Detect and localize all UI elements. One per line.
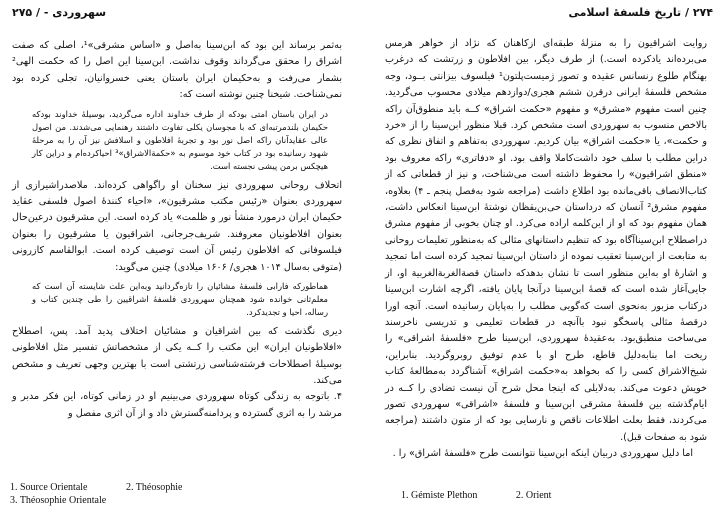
right-page-number: ۲۷۴ xyxy=(692,6,713,19)
footnote: 2. Théosophie xyxy=(125,482,183,493)
paragraph: ۴. باتوجه به زندگی کوتاه سهروردی می‌بینیم او در زمانی کوتاه، این فکر مدبر و مرشد را به اثری گسترده و پردامنه‌گسترش داد و از آن اثری مفصل و xyxy=(12,391,342,419)
footnote: 1. Gémiste Plethon xyxy=(401,490,478,501)
footnote-line xyxy=(401,490,587,502)
left-page-body xyxy=(12,38,342,422)
paragraph: اتحلاف روحانی سهروردی نیز سخنان او راگواهی کرده‌اند. ملاصدراشیرازی از سهروردی بعنوان «رئیس مکتب مشرقیون»، «احیاء کنندهٔ اصول فلسفی عقاید حکیمان ایران درمورد منشأ نور و ظلمت» یاد کرده است. این مشرقیون درعین‌حال بعنوان افلاطونیان معروفند. شریف‌جرجانی، اشراقیون یا مشرقیون را بعنوان فیلسوفانی که افلاطون رئیس آن است توصیف کرده است. ابوالقاسم کازرونی (متوفی به‌سال ۱۰۱۴ هجری/ ۱۶۰۶ میلادی) چنین می‌گوید: xyxy=(12,179,342,273)
footnote: 2. Orient xyxy=(515,490,552,501)
paragraph: دیری نگذشت که بین اشراقیان و مشائیان اختلاف پدید آمد. پس، اصطلاح «افلاطونیان ایران» این مکتب را کــه یکی از مشخصاتش تفسیر مثل افلاطونی بوسیلهٔ اصطلاحات فرشته‌شناسی زرتشتی است با بهترین وجهی تعریف و مشخص می‌کند. xyxy=(12,325,342,386)
paragraph: به‌ثمر برساند این بود که ابن‌سینا به‌اصل و «اساس مشرقی»¹، اصلی که صفت اشراق را محقق می‌گرداند وقوف نداشت. ابن‌سینا این اصل را که حکمت الهی² بشمار می‌رفت و به‌حکیمان ایران باستان یعنی خسروانیان، تجلی کرده بود نمی‌شناخت. شیخنا چنین نوشته است که: xyxy=(12,40,342,101)
footnote-line xyxy=(10,495,142,507)
footnote: 1. Source Orientale xyxy=(10,482,88,493)
right-page-body xyxy=(385,36,707,463)
right-page xyxy=(363,0,727,515)
left-page xyxy=(0,0,363,515)
left-running-title: سهروردی - xyxy=(43,6,107,19)
right-running-title: تاریخ فلسفهٔ اسلامی xyxy=(568,6,682,19)
right-page-header xyxy=(568,6,713,19)
header-separator: / xyxy=(684,6,689,19)
footnote-line xyxy=(10,482,218,494)
left-page-header xyxy=(12,6,106,19)
header-separator: / xyxy=(36,6,41,19)
block-quote: در ایران باستان امتی بودکه از طرف خداوند اداره می‌گردید، بوسیلهٔ خداوند بودکه حکیمان بلندمرتبه‌ای که با مجوسان یکلی تفاوت داشتند رهنمایی می‌شدند. من اصول عالی عقایدآنان راکه اصل نور بود و تجربهٔ افلاطون و اسلافش نیز آن را به مرحلهٔ شهود رسانیده بود در کتاب خود موسوم به «حکمةالاشراق»³ احیاکرده‌ام و دراین کار هیچکس برمن پیشی نجسته است. xyxy=(32,108,328,172)
paragraph: روایت اشراقیون را به منزلهٔ طبقه‌ای ازکاهنان که نژاد از خواهر هرمس می‌برده‌اند یادکرده است.) از طرف دیگر، بین افلاطون و زرتشت که درغرب بهنگام طلوع رنسانس عقیده و تصور ژمیست‌پلتون¹ فیلسوف بیزانتی بــود، وجه مشخص فلسفهٔ ایرانی درقرن ششم هجری/دوازدهم میلادی محسوب می‌گردید. چنین است مفهوم «مشرق» و مفهوم «حکمت اشراق» کــه باید منطوق‌آن راکه بالاخص منسوب به سهروردی است مشخص کرد. قبلا منظور ابن‌سینا را از «خرد و حکمت»، یا «حکمت اشراق» بیان کردیم. سهروردی به‌تفاهم و اتفاق نظری که دراین مطلب با سلف خود داشت‌کاملا واقف بود. او «دفاتری» راکه معروف بود «منطق اشراقیون» را محفوظ داشته است می‌شناخت، و نیز از قطعاتی که از کتاب‌الانصاف باقی‌مانده بود اطلاع داشت (مراجعه شود به‌فصل پنجم ـ ۴) بعلاوه، مفهوم مشرق² آنسان که درداستان حی‌بن‌یقظان نوشتهٔ ابن‌سینا انعکاس داشت، همان مفهوم بود که او از این‌کلمه اراده می‌کرد. او چنان بخوبی از مفهوم مشرق دراصطلاح ابن‌سیناآگاه بود که تنظیم داستانهای مثالی که به‌منظور تعلیمات روحانی به متابعت از ابن‌سینا تعقیب نموده از داستان ابن‌سینا تمجید کرده است اما تمجید و اشارهٔ او به‌این منظور است تا نشان بدهدکه داستان قصةالغربةالغربیة او، از جایی‌آغاز شده است که قصهٔ ابن‌سینا درآنجا پایان یافته، اگرچه اشارت ابن‌سینا درکتاب مزبور به‌نحوی است که‌گویی مطلب را به‌پایان رسانیده است. آنچه اورا درقصهٔ مثالی پاسخگو نبود باآنچه در قطعات تعلیمی و تدریسی ناخرسند می‌ساخت منطبق‌بود. به‌عقیدهٔ سهروردی، ابن‌سینا طرح «فلسفهٔ اشراقی» را ریخت اما بنابه‌دلیل قاطع، طرح او با عدم توفیق روبروگردید. بنابراین، شیخ‌الاشراق کسی را که بخواهد به‌«حکمت اشراق» آشناگردد به‌مطالعهٔ کتاب خویش دعوت می‌کند. به‌دلایلی که اینجا محل شرح آن نیست تضادی را کــه در ایام‌گذشته بین فلسفهٔ مشرقی ابن‌سینا و فلسفهٔ «اشراقی» سهروردی تصور می‌کردند، فقط بعلت اطلاعات ناقص و نارسایی بود که از متون داشتند (مراجعه شود به صفحات قبل). xyxy=(385,38,707,443)
block-quote: هماطورکه فارابی فلسفهٔ مشائیان را تازه‌گردانید وبه‌این علت شایسته آن است که معلم‌ثانی خوانده شود همچنان سهروردی فلسفهٔ اشراقیین را طی چندین کتاب و رساله، احیا و تجدیدکرد. xyxy=(32,281,328,318)
footnote: 3. Théosophie Orientale xyxy=(10,495,107,506)
left-page-number: ۲۷۵ xyxy=(12,6,33,19)
paragraph: اما دلیل سهروردی دربیان اینکه ابن‌سینا نتوانست طرح «فلسفهٔ اشراق» را . xyxy=(392,448,693,460)
